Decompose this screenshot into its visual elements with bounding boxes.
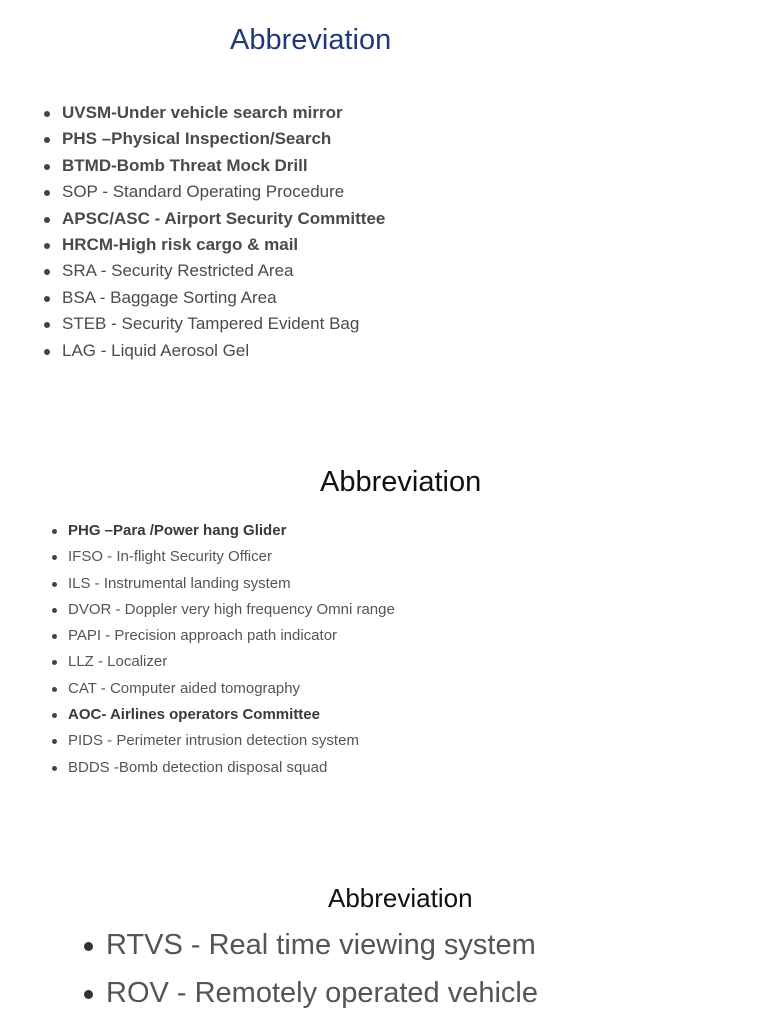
list-item: BDDS -Bomb detection disposal squad [68,758,395,784]
list-item: ROV - Remotely operated vehicle [106,976,538,1024]
list-item: UVSM-Under vehicle search mirror [62,102,385,128]
list-item: RTVS - Real time viewing system [106,928,538,976]
section-1-title: Abbreviation [230,24,392,56]
section-3-title: Abbreviation [328,883,473,913]
list-item: BTMD-Bomb Threat Mock Drill [62,155,385,181]
list-item: LLZ - Localizer [68,652,395,678]
list-item: DVOR - Doppler very high frequency Omni range [68,600,395,626]
list-item: ILS - Instrumental landing system [68,574,395,600]
list-item: HRCM-High risk cargo & mail [62,234,385,260]
list-item: PHS –Physical Inspection/Search [62,128,385,154]
list-item: APSC/ASC - Airport Security Committee [62,208,385,234]
list-item: PHG –Para /Power hang Glider [68,521,395,547]
section-3-abbreviation-list [106,928,538,1024]
list-item: IFSO - In-flight Security Officer [68,547,395,573]
list-item: PAPI - Precision approach path indicator [68,626,395,652]
list-item: CAT - Computer aided tomography [68,679,395,705]
list-item: PIDS - Perimeter intrusion detection system [68,731,395,757]
list-item: SRA - Security Restricted Area [62,260,385,286]
section-1-abbreviation-list [62,102,385,366]
list-item: AOC- Airlines operators Committee [68,705,395,731]
section-2-title: Abbreviation [320,466,482,498]
list-item: BSA - Baggage Sorting Area [62,287,385,313]
list-item: STEB - Security Tampered Evident Bag [62,313,385,339]
list-item: SOP - Standard Operating Procedure [62,181,385,207]
list-item: LAG - Liquid Aerosol Gel [62,340,385,366]
section-2-abbreviation-list [68,521,395,784]
